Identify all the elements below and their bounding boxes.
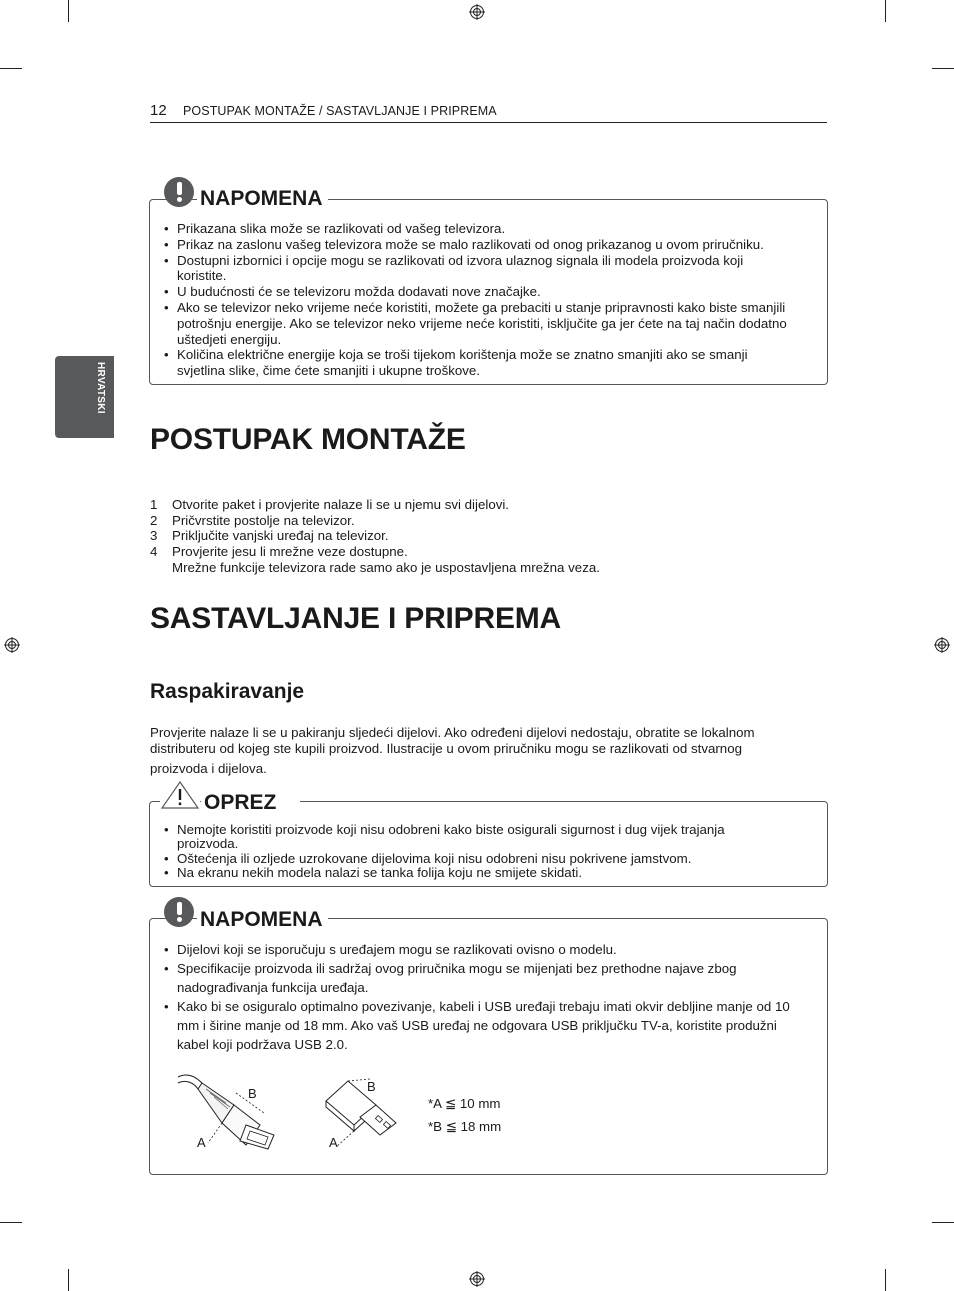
step-number: 1 (150, 497, 158, 512)
intro-paragraph (150, 725, 820, 777)
step-item (150, 528, 790, 544)
note-title: NAPOMENA (197, 187, 328, 211)
language-tab (55, 356, 114, 438)
exclamation-icon (164, 897, 194, 927)
language-tab-label: HRVATSKI (95, 362, 106, 414)
dimension-label-b: B (367, 1079, 376, 1094)
step-continuation (150, 560, 790, 576)
note-box (149, 908, 828, 1175)
note-title: NAPOMENA (197, 908, 328, 932)
running-title: POSTUPAK MONTAŽE / SASTAVLJANJE I PRIPREMA (183, 104, 497, 118)
section-title: POSTUPAK MONTAŽE (150, 423, 466, 456)
note-box (149, 187, 828, 385)
caution-list (164, 823, 774, 881)
step-number: 4 (150, 544, 158, 560)
list-item: • Kako bi se osiguralo optimalno povezivanje, kabeli i USB uređaji trebaju imati okvir debljine manje od 10 mm i širine manje od 18 mm. Ako vaš USB uređaj ne odgovara USB priključku TV-a, koristite produžni kabel koji podržava USB 2.0. (164, 997, 807, 1054)
list-item: • Količina električne energije koja se troši tijekom korištenja može se znatno smanjiti ako se smanji svjetlina slike, čime ćete smanjiti i ukupne troškove. (164, 347, 792, 379)
section-title: SASTAVLJANJE I PRIPREMA (150, 602, 562, 635)
caution-title: OPREZ (201, 791, 300, 815)
list-item: • U budućnosti će se televizoru možda dodavati nove značajke. (164, 284, 824, 300)
list-item: • Dijelovi koji se isporučuju s uređajem mogu se razlikovati ovisno o modelu. (164, 940, 814, 959)
list-item: • Prikazana slika može se razlikovati od vašeg televizora. (164, 221, 824, 237)
crop-mark (0, 1222, 22, 1223)
step-text: Mrežne funkcije televizora rade samo ako je uspostavljena mrežna veza. (172, 559, 600, 575)
registration-mark-icon (469, 4, 485, 20)
crop-mark (932, 1222, 954, 1223)
crop-mark (885, 0, 886, 22)
dimension-spec-a: *A ≦ 10 mm (428, 1096, 501, 1111)
registration-mark-icon (4, 637, 20, 653)
crop-mark (932, 68, 954, 69)
list-item: • Specifikacije proizvoda ili sadržaj ovog priručnika mogu se mijenjati bez prethodne najave zbog nadograđivanja funkcija uređaja. (164, 959, 777, 997)
intro-line: Provjerite nalaze li se u pakiranju sljedeći dijelovi. Ako određeni dijelovi nedostaju, obratite se lokalnom (150, 725, 755, 740)
dimension-label-b: B (248, 1086, 257, 1101)
intro-line: proizvoda i dijelova. (150, 761, 267, 776)
crop-mark (0, 68, 22, 69)
usb-cable-illustration (176, 1069, 288, 1153)
note-list (164, 221, 824, 379)
crop-mark (68, 0, 69, 22)
step-text: Pričvrstite postolje na televizor. (172, 512, 355, 528)
dimension-label-a: A (197, 1135, 206, 1150)
page-number: 12 (150, 102, 167, 119)
registration-mark-icon (469, 1271, 485, 1287)
dimension-label-a: A (329, 1135, 338, 1150)
list-item: • Na ekranu nekih modela nalazi se tanka folija koju ne smijete skidati. (164, 866, 774, 880)
subsection-title: Raspakiravanje (150, 680, 305, 703)
list-item: • Oštećenja ili ozljede uzrokovane dijelovima koji nisu odobreni nisu pokrivene jamstvom. (164, 852, 774, 866)
exclamation-icon (164, 177, 194, 207)
step-number: 3 (150, 528, 158, 544)
step-item (150, 513, 790, 529)
page-header (150, 100, 827, 123)
caution-box (149, 791, 828, 887)
list-item: • Dostupni izbornici i opcije mogu se razlikovati od izvora ulaznog signala ili modela proizvoda koji koristite. (164, 253, 792, 285)
step-item (150, 497, 790, 513)
dimension-spec-b: *B ≦ 18 mm (428, 1119, 502, 1134)
step-text: Provjerite jesu li mrežne veze dostupne. (172, 544, 408, 560)
step-text: Priključite vanjski uređaj na televizor. (172, 528, 389, 544)
crop-mark (68, 1269, 69, 1291)
list-item: • Ako se televizor neko vrijeme neće koristiti, možete ga prebaciti u stanje pripravnosti kako biste smanjili potrošnju energije. Ako se televizor neko vrijeme neće koristiti, isključite ga jer ćete na taj način dodatno uštedjeti energiju. (164, 300, 792, 347)
note-list (164, 940, 814, 1054)
steps-list (150, 497, 790, 576)
step-number: 2 (150, 512, 158, 528)
step-item (150, 544, 790, 560)
list-item: • Prikaz na zaslonu vašeg televizora može se malo razlikovati od onog prikazanog u ovom priručniku. (164, 237, 824, 253)
warning-triangle-icon (160, 780, 200, 810)
step-text: Otvorite paket i provjerite nalaze li se u njemu svi dijelovi. (172, 497, 510, 512)
registration-mark-icon (934, 637, 950, 653)
list-item: • Nemojte koristiti proizvode koji nisu odobreni kako biste osigurali sigurnost i dug vijek trajanja proizvoda. (164, 823, 774, 852)
crop-mark (885, 1269, 886, 1291)
intro-line: distributeru od kojeg ste kupili proizvod. Ilustracije u ovom priručniku mogu se razlikovati od stvarnog (150, 741, 742, 756)
